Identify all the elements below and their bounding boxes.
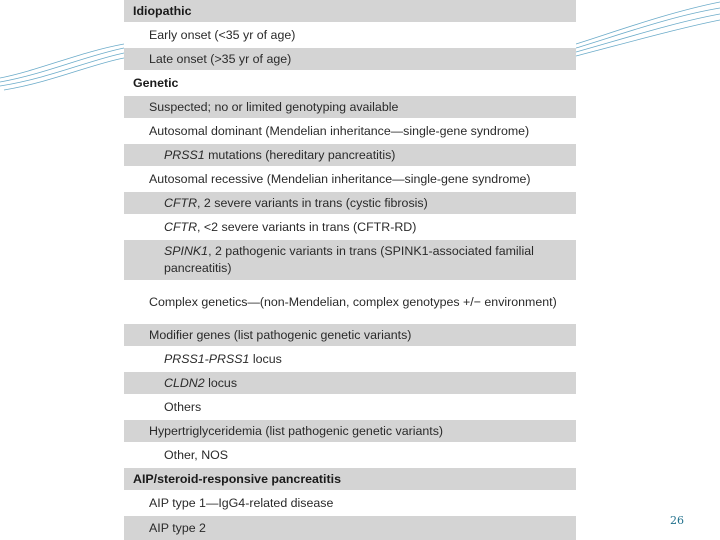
table-row: CLDN2 locus [124, 372, 576, 394]
table-row: Late onset (>35 yr of age) [124, 48, 576, 70]
table-row: PRSS1 mutations (hereditary pancreatitis) [124, 144, 576, 166]
table-row: SPINK1, 2 pathogenic variants in trans (SPINK1-associated familial pancreatitis) [124, 240, 576, 280]
table-row: CFTR, <2 severe variants in trans (CFTR-RD) [124, 216, 576, 238]
table-section-header: Genetic [124, 72, 576, 94]
table-row: Complex genetics—(non-Mendelian, complex genotypes +/− environment) [124, 282, 576, 322]
table-row: Other, NOS [124, 444, 576, 466]
page-number: 26 [670, 514, 684, 527]
table-section-header: Idiopathic [124, 0, 576, 22]
pancreatitis-classification-table [124, 0, 576, 540]
table-row: AIP type 2 [124, 516, 576, 540]
table-row: Early onset (<35 yr of age) [124, 24, 576, 46]
table-row: Suspected; no or limited genotyping available [124, 96, 576, 118]
table-row: AIP type 1—IgG4-related disease [124, 492, 576, 514]
table-row: Autosomal dominant (Mendelian inheritance—single-gene syndrome) [124, 120, 576, 142]
table-row: PRSS1-PRSS1 locus [124, 348, 576, 370]
table-row: Autosomal recessive (Mendelian inheritance—single-gene syndrome) [124, 168, 576, 190]
table-row: Hypertriglyceridemia (list pathogenic genetic variants) [124, 420, 576, 442]
table-row: Modifier genes (list pathogenic genetic variants) [124, 324, 576, 346]
table-row: CFTR, 2 severe variants in trans (cystic fibrosis) [124, 192, 576, 214]
table-section-header: AIP/steroid-responsive pancreatitis [124, 468, 576, 490]
table-row: Others [124, 396, 576, 418]
